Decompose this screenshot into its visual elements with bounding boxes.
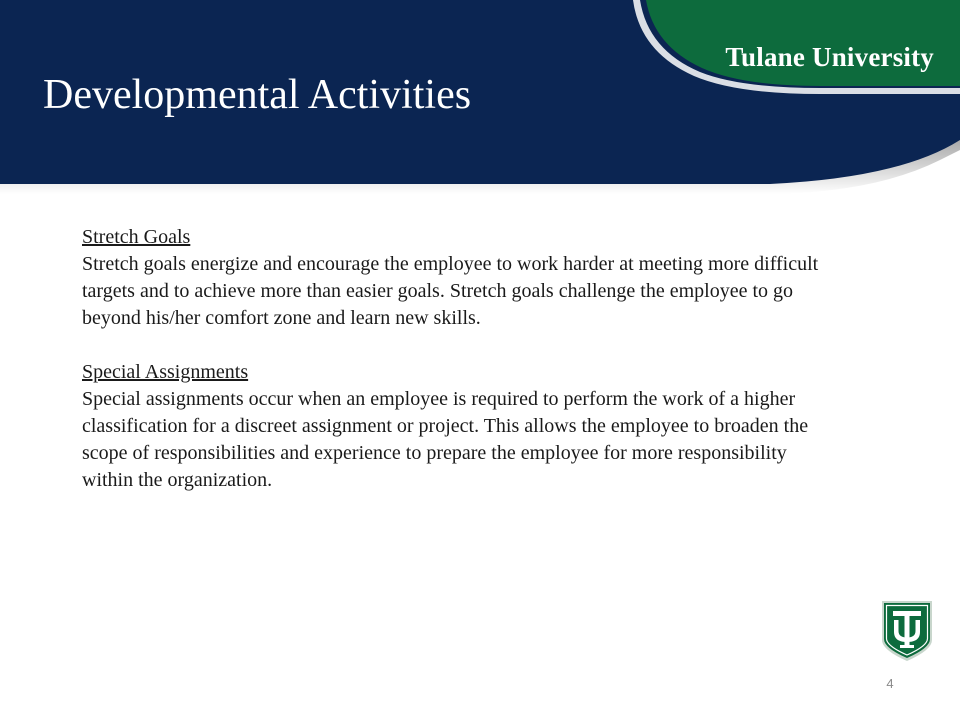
section-heading: Stretch Goals [82,226,191,248]
brand-name: Tulane University [725,42,934,72]
section-special-assignments [82,359,842,494]
section-text: Special assignments occur when an employee is required to perform the work of a higher classification for a discreet assignment or project. This allows the employee to broaden the scope of responsibilities and experience to prepare the employee for more responsibility within the organization. [82,388,809,491]
tulane-shield-icon [881,600,933,662]
section-stretch-goals [82,224,842,332]
section-heading: Special Assignments [82,361,249,383]
page-number: 4 [886,676,894,691]
page-title: Developmental Activities [43,72,472,118]
content-body [82,224,842,521]
section-text: Stretch goals energize and encourage the employee to work harder at meeting more difficult targets and to achieve more than easier goals. Stretch goals challenge the employee to go beyond his/her comfort zone and learn new skills. [82,253,819,329]
